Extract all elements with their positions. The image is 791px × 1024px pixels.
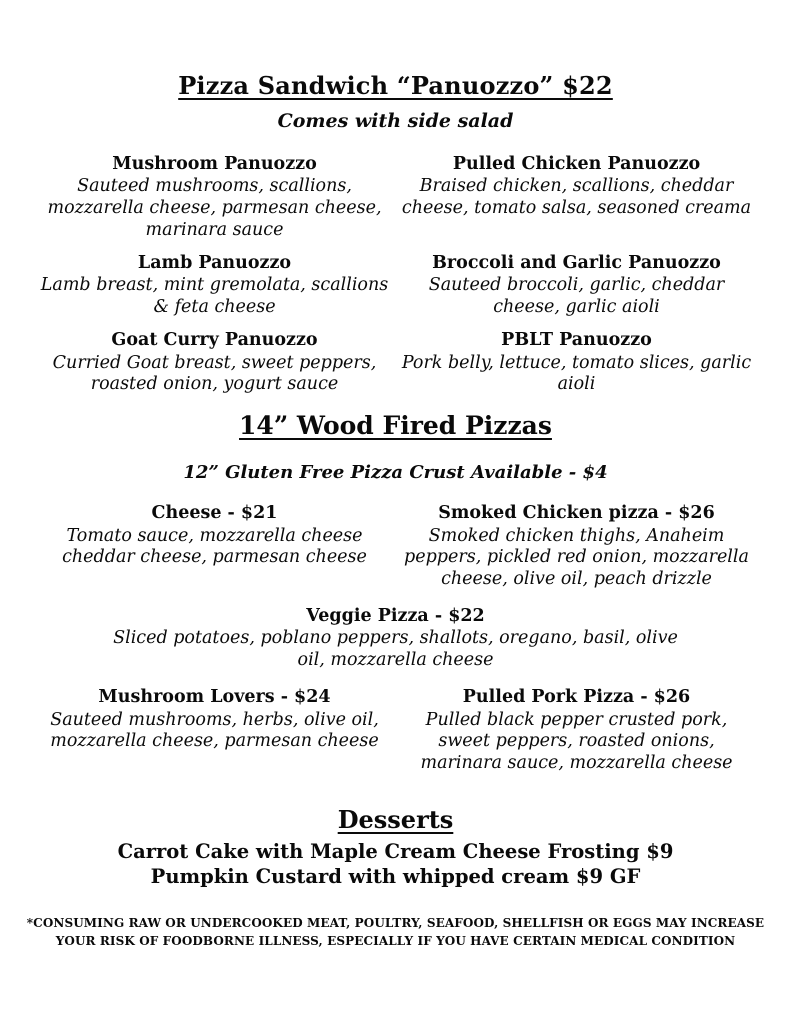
menu-item-mushroom-panuozzo (34, 154, 396, 242)
panuozzo-section-subtitle: Comes with side salad (277, 109, 514, 132)
menu-item-smoked-chicken-pizza (396, 503, 758, 591)
pizza-section-title: 14” Wood Fired Pizzas (239, 411, 552, 441)
dessert-item-pumpkin-custard: Pumpkin Custard with whipped cream $9 GF (150, 864, 641, 888)
food-safety-disclaimer: *CONSUMING RAW OR UNDERCOOKED MEAT, POULTRY, SEAFOOD, SHELLFISH OR EGGS MAY INCREASE YOUR RISK OF FOODBORNE ILLNESS, ESPECIALLY IF YOU HAVE CERTAIN MEDICAL CONDITION (26, 916, 765, 948)
item-name: Cheese - $21 (151, 502, 278, 523)
item-name: Smoked Chicken pizza - $26 (438, 502, 715, 523)
item-name: Mushroom Lovers - $24 (98, 686, 331, 707)
item-description: Sauteed mushrooms, scallions, mozzarella cheese, parmesan cheese, marinara sauce (47, 176, 382, 240)
menu-item-broccoli-garlic-panuozzo (396, 253, 758, 319)
pizza-items-grid-top (34, 503, 758, 591)
dessert-item-carrot-cake: Carrot Cake with Maple Cream Cheese Frosting $9 (117, 839, 674, 863)
desserts-section-title: Desserts (337, 804, 454, 834)
item-description: Curried Goat breast, sweet peppers, roasted onion, yogurt sauce (52, 352, 377, 395)
item-description: Pork belly, lettuce, tomato slices, garlic aioli (401, 352, 752, 395)
item-name: PBLT Panuozzo (501, 329, 652, 350)
menu-item-mushroom-lovers-pizza (34, 687, 396, 775)
menu-item-lamb-panuozzo (34, 253, 396, 319)
item-name: Broccoli and Garlic Panuozzo (432, 252, 721, 273)
item-name: Goat Curry Panuozzo (111, 329, 318, 350)
item-description: Sauteed mushrooms, herbs, olive oil, mozzarella cheese, parmesan cheese (50, 709, 379, 752)
pizza-items-grid-bottom (34, 687, 758, 775)
item-description: Sliced potatoes, poblano peppers, shallots, oregano, basil, olive oil, mozzarella cheese (113, 628, 678, 671)
item-description: Tomato sauce, mozzarella cheese cheddar cheese, parmesan cheese (62, 525, 367, 568)
menu-item-cheese-pizza (34, 503, 396, 591)
menu-item-pulled-pork-pizza (396, 687, 758, 775)
gluten-free-note: 12” Gluten Free Pizza Crust Available - $4 (183, 462, 608, 484)
item-name: Pulled Chicken Panuozzo (452, 153, 701, 174)
panuozzo-items-grid (34, 154, 758, 396)
menu-item-pulled-chicken-panuozzo (396, 154, 758, 242)
panuozzo-section-title: Pizza Sandwich “Panuozzo” $22 (178, 71, 613, 100)
menu-item-goat-curry-panuozzo (34, 330, 396, 396)
item-description: Lamb breast, mint gremolata, scallions & feta cheese (40, 275, 389, 318)
item-name: Lamb Panuozzo (137, 252, 292, 273)
item-name: Veggie Pizza - $22 (306, 605, 485, 626)
item-description: Smoked chicken thighs, Anaheim peppers, pickled red onion, mozzarella cheese, olive oil, peach drizzle (404, 525, 749, 589)
item-name: Pulled Pork Pizza - $26 (462, 686, 691, 707)
item-description: Braised chicken, scallions, cheddar cheese, tomato salsa, seasoned creama (401, 176, 752, 219)
item-name: Mushroom Panuozzo (112, 153, 317, 174)
item-description: Pulled black pepper crusted pork, sweet peppers, roasted onions, marinara sauce, mozzarella cheese (420, 709, 733, 774)
menu-item-veggie-pizza (106, 606, 686, 672)
item-description: Sauteed broccoli, garlic, cheddar cheese, garlic aioli (428, 275, 725, 318)
menu-item-pblt-panuozzo (396, 330, 758, 396)
desserts-list (0, 839, 791, 890)
